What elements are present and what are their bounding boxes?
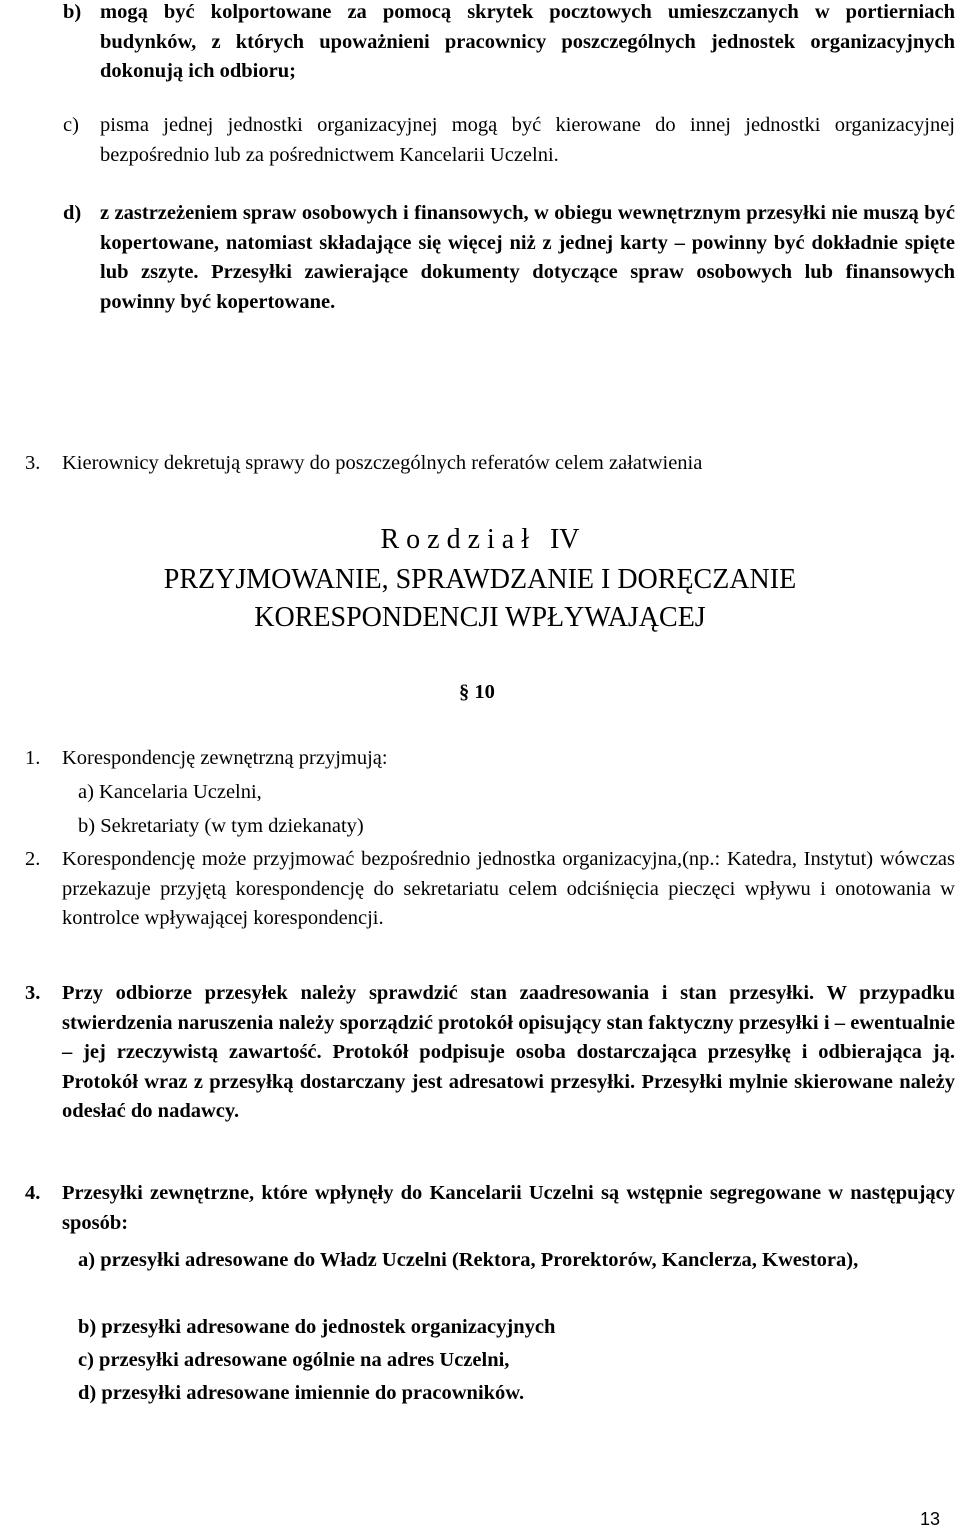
list-subitem-1b: b) Sekretariaty (w tym dziekanaty) [78, 815, 364, 837]
list-item-d [63, 199, 955, 317]
list-subitem-4a: a) przesyłki adresowane do Władz Uczelni (Rektora, Prorektorów, Kanclerza, Kwestora), [78, 1249, 859, 1271]
list-item-text: mogą być kolportowane za pomocą skrytek pocztowych umieszczanych w portierniach budynków, z których upoważnieni pracownicy poszczególnych jednostek organizacyjnych dokonują ich odbioru; [100, 1, 955, 82]
list-item-text: Korespondencję zewnętrzną przyjmują: [62, 747, 388, 769]
page-number: 13 [920, 1509, 941, 1529]
list-marker: b) [63, 1, 82, 23]
list-marker: 2. [25, 848, 41, 870]
list-item-b [63, 0, 955, 87]
list-item-text: Przesyłki zewnętrzne, które wpłynęły do Kancelarii Uczelni są wstępnie segregowane w następujący sposób: [62, 1182, 955, 1234]
list-item-text: z zastrzeżeniem spraw osobowych i finansowych, w obiegu wewnętrznym przesyłki nie muszą być kopertowane, natomiast składające się więcej niż z jednej karty – powinny być dokładnie spięte lub zszyte. Przesyłki zawierające dokumenty dotyczące spraw osobowych lub finansowych powinny być kopertowane. [100, 202, 955, 313]
list-marker: 1. [25, 747, 41, 769]
list-subitem-4d: d) przesyłki adresowane imiennie do pracowników. [78, 1382, 525, 1404]
list-subitem-4c: c) przesyłki adresowane ogólnie na adres Uczelni, [78, 1349, 510, 1371]
list-marker: 3. [25, 452, 41, 474]
list-marker: 3. [25, 982, 41, 1004]
list-subitem-4b: b) przesyłki adresowane do jednostek organizacyjnych [78, 1316, 556, 1338]
list-marker: c) [63, 114, 79, 136]
list-item-text: Przy odbiorze przesyłek należy sprawdzić stan zaadresowania i stan przesyłki. W przypadku stwierdzenia naruszenia należy sporządzić protokół opisujący stan faktyczny przesyłki i – ewentualnie – jej rzeczywistą zawartość. Protokół podpisuje osoba dostarczająca przesyłkę i odbierająca ją. Protokół wraz z przesyłką dostarczany jest adresatowi przesyłki. Przesyłki mylnie skierowane należy odesłać do nadawcy. [62, 982, 955, 1122]
list-item-3 [25, 979, 955, 1127]
list-item-2 [25, 845, 955, 934]
list-item-4 [25, 1179, 955, 1238]
chapter-title-line-1: PRZYJMOWANIE, SPRAWDZANIE I DORĘCZANIE [163, 564, 797, 595]
list-subitem-1a: a) Kancelaria Uczelni, [78, 781, 262, 803]
list-marker: d) [63, 202, 82, 224]
chapter-label: R o z d z i a ł IV [380, 524, 580, 555]
list-marker: 4. [25, 1182, 41, 1204]
list-item-1 [25, 744, 388, 774]
list-item-text: Korespondencję może przyjmować bezpośrednio jednostka organizacyjna,(np.: Katedra, Instytut) wówczas przekazuje przyjętą korespondencję do sekretariatu celem odciśnięcia pieczęci wpływu i onotowania w kontrolce wpływającej korespondencji. [62, 848, 955, 929]
chapter-title-line-2: KORESPONDENCJI WPŁYWAJĄCEJ [254, 602, 706, 633]
list-item-3-prev [25, 449, 702, 479]
paragraph-heading: § 10 [459, 681, 495, 703]
list-item-text: Kierownicy dekretują sprawy do poszczególnych referatów celem załatwienia [62, 452, 703, 474]
list-item-c [63, 111, 955, 170]
list-item-text: pisma jednej jednostki organizacyjnej mogą być kierowane do innej jednostki organizacyjnej bezpośrednio lub za pośrednictwem Kancelarii Uczelni. [100, 114, 955, 166]
